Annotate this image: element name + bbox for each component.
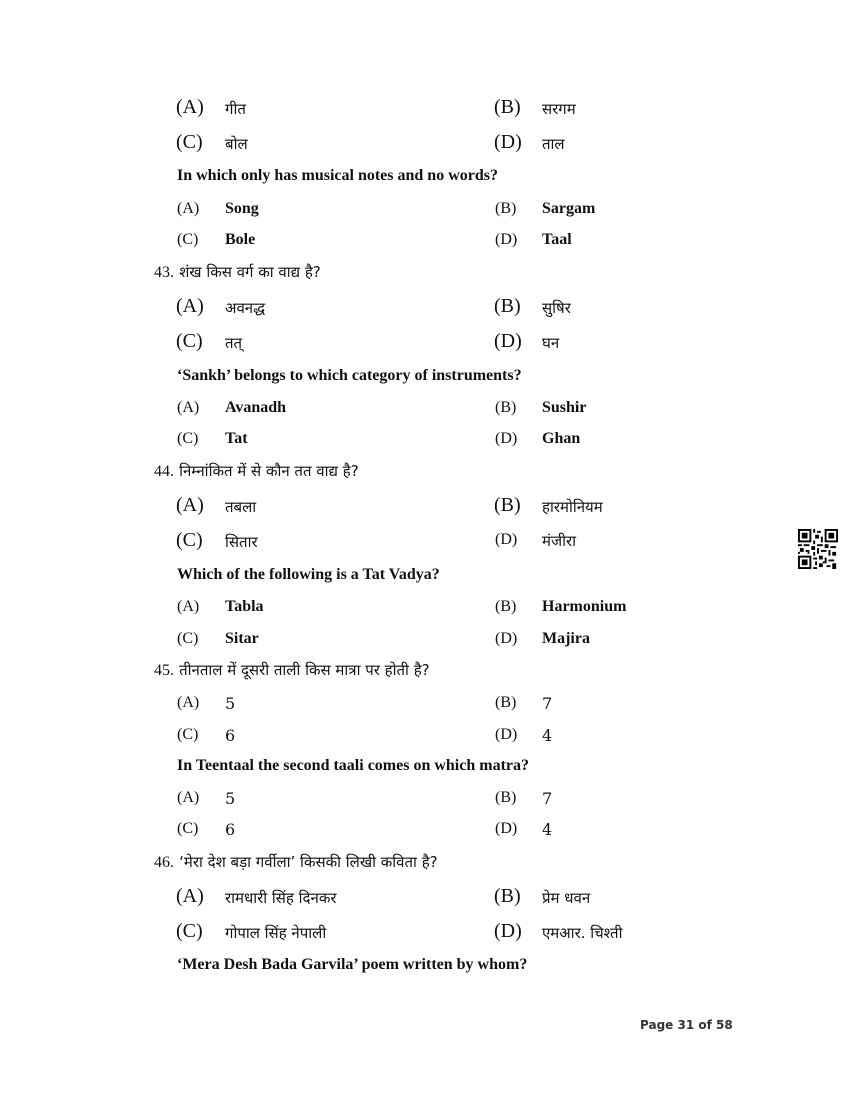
option-text: तबला bbox=[225, 498, 257, 516]
option-text: 7 bbox=[542, 789, 553, 808]
option-letter: (D) bbox=[495, 630, 518, 647]
option-letter: (D) bbox=[495, 820, 518, 837]
option-text: अवनद्ध bbox=[225, 299, 266, 317]
option-letter: (A) bbox=[177, 200, 200, 217]
option-text: सितार bbox=[225, 533, 258, 551]
option-letter: (C) bbox=[177, 726, 199, 743]
option-letter: (A) bbox=[177, 694, 200, 711]
option-letter: (A) bbox=[177, 598, 200, 615]
option-text: Sushir bbox=[542, 399, 587, 416]
option-letter: (B) bbox=[495, 200, 517, 217]
option-text: गीत bbox=[225, 100, 246, 118]
question-english: In which only has musical notes and no words? bbox=[177, 167, 498, 184]
option-text: Ghan bbox=[542, 430, 581, 447]
option-text: Harmonium bbox=[542, 598, 627, 615]
option-letter: (C) bbox=[177, 231, 199, 248]
question-hindi-text: तीनताल में दूसरी ताली किस मात्रा पर होती है? bbox=[179, 661, 430, 679]
option-text: Majira bbox=[542, 630, 590, 647]
option-letter: (C) bbox=[176, 920, 203, 942]
option-text: तत् bbox=[225, 334, 243, 352]
question-number: 46. bbox=[154, 854, 174, 871]
option-letter: (B) bbox=[495, 789, 517, 806]
option-text: Taal bbox=[542, 231, 572, 248]
option-letter: (D) bbox=[494, 330, 522, 352]
question-hindi-text: शंख किस वर्ग का वाद्य है? bbox=[179, 263, 321, 281]
question-43-hindi bbox=[154, 262, 321, 282]
option-letter: (B) bbox=[495, 694, 517, 711]
option-text: गोपाल सिंह नेपाली bbox=[225, 924, 327, 942]
option-text: घन bbox=[542, 334, 560, 352]
option-text: हारमोनियम bbox=[542, 498, 603, 516]
option-letter: (A) bbox=[176, 96, 204, 118]
option-text: Song bbox=[225, 200, 259, 217]
option-letter: (C) bbox=[176, 131, 203, 153]
option-letter: (D) bbox=[494, 920, 522, 942]
option-text: Sitar bbox=[225, 630, 259, 647]
option-text: रामधारी सिंह दिनकर bbox=[225, 889, 337, 907]
qr-code-icon bbox=[798, 529, 838, 569]
option-text: 7 bbox=[542, 694, 553, 713]
option-text: मंजीरा bbox=[542, 532, 577, 550]
option-text: बोल bbox=[225, 135, 248, 153]
question-number: 43. bbox=[154, 264, 174, 281]
option-text: ताल bbox=[542, 135, 565, 153]
option-letter: (A) bbox=[177, 789, 200, 806]
option-text: Bole bbox=[225, 231, 256, 248]
option-text: सरगम bbox=[542, 100, 576, 118]
option-letter: (B) bbox=[494, 96, 521, 118]
question-number: 45. bbox=[154, 662, 174, 679]
question-english: Which of the following is a Tat Vadya? bbox=[177, 566, 440, 583]
option-text: 6 bbox=[225, 726, 236, 745]
question-46-hindi bbox=[154, 852, 438, 872]
question-english: ‘Mera Desh Bada Garvila’ poem written by whom? bbox=[177, 956, 528, 973]
option-letter: (B) bbox=[495, 399, 517, 416]
question-number: 44. bbox=[154, 463, 174, 480]
option-letter: (A) bbox=[176, 885, 204, 907]
option-text: 4 bbox=[542, 820, 553, 839]
option-letter: (A) bbox=[177, 399, 200, 416]
option-text: 6 bbox=[225, 820, 236, 839]
option-text: सुषिर bbox=[542, 299, 571, 317]
option-letter: (C) bbox=[176, 330, 203, 352]
option-letter: (B) bbox=[494, 494, 521, 516]
option-letter: (B) bbox=[495, 598, 517, 615]
option-text: 5 bbox=[225, 789, 236, 808]
question-hindi-text: ‘मेरा देश बड़ा गर्वीला’ किसकी लिखी कविता है? bbox=[179, 853, 438, 871]
option-text: Tat bbox=[225, 430, 248, 447]
option-text: Tabla bbox=[225, 598, 264, 615]
question-english: In Teentaal the second taali comes on which matra? bbox=[177, 757, 529, 774]
option-text: एमआर. चिश्ती bbox=[542, 924, 623, 942]
option-letter: (C) bbox=[177, 820, 199, 837]
option-letter: (C) bbox=[176, 529, 203, 551]
option-text: प्रेम धवन bbox=[542, 889, 591, 907]
option-text: 4 bbox=[542, 726, 553, 745]
option-letter: (A) bbox=[176, 494, 204, 516]
option-letter: (B) bbox=[494, 885, 521, 907]
option-text: Sargam bbox=[542, 200, 596, 217]
option-letter: (D) bbox=[494, 131, 522, 153]
option-text: 5 bbox=[225, 694, 236, 713]
option-text: Avanadh bbox=[225, 399, 287, 416]
option-letter: (B) bbox=[494, 295, 521, 317]
question-hindi-text: निम्नांकित में से कौन तत वाद्य है? bbox=[179, 462, 359, 480]
option-letter: (C) bbox=[177, 630, 199, 647]
question-44-hindi bbox=[154, 461, 359, 481]
option-letter: (D) bbox=[495, 531, 518, 548]
question-45-hindi bbox=[154, 660, 430, 680]
option-letter: (D) bbox=[495, 726, 518, 743]
page-number: Page 31 of 58 bbox=[640, 1018, 733, 1032]
option-letter: (A) bbox=[176, 295, 204, 317]
option-letter: (C) bbox=[177, 430, 199, 447]
question-english: ‘Sankh’ belongs to which category of instruments? bbox=[177, 367, 522, 384]
option-letter: (D) bbox=[495, 231, 518, 248]
option-letter: (D) bbox=[495, 430, 518, 447]
